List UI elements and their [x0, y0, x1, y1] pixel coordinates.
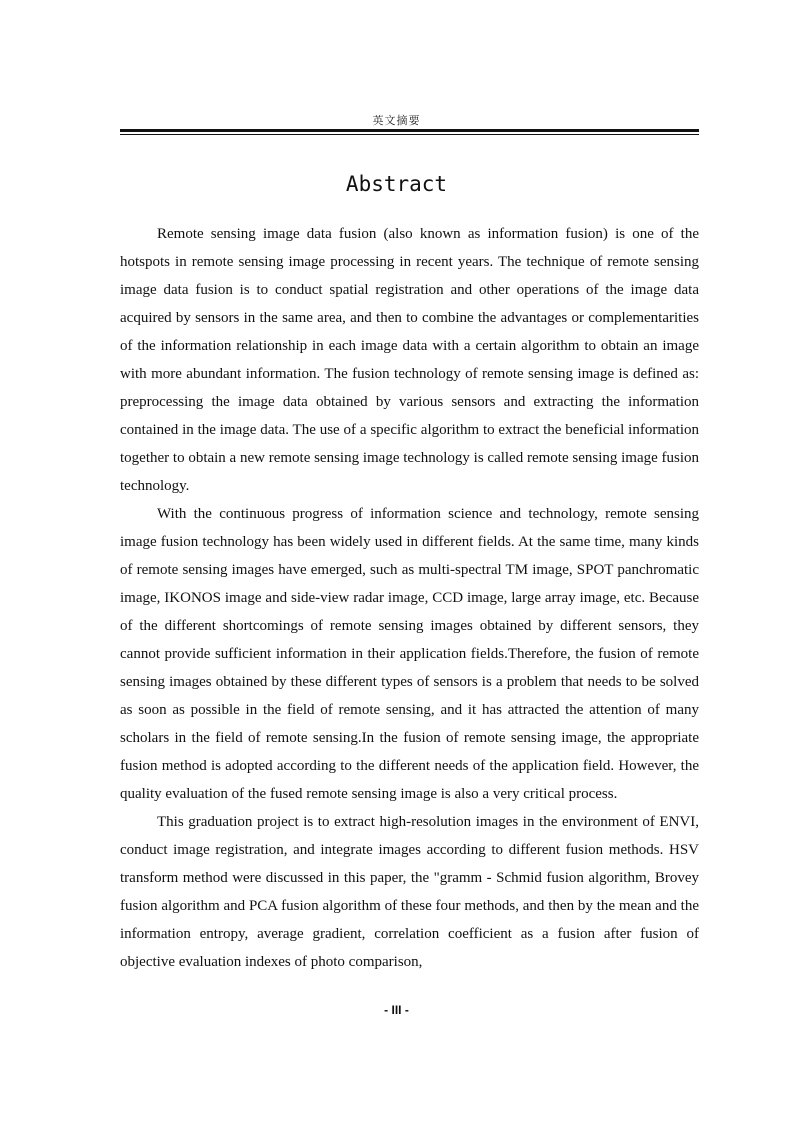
paragraph-1: Remote sensing image data fusion (also known as information fusion) is one of the hotspots in remote sensing image processing in recent years. The technique of remote sensing image data fusion is to conduct spatial registration and other operations of the image data acquired by sensors in the same area, and then to combine the advantages or complementarities of the information relationship in each image data with a certain algorithm to obtain an image with more abundant information. The fusion technology of remote sensing image is defined as: preprocessing the image data obtained by various sensors and extracting the information contained in the image data. The use of a specific algorithm to extract the beneficial information together to obtain a new remote sensing image technology is called remote sensing image fusion technology. — [120, 226, 700, 494]
running-header: 英文摘要 — [372, 114, 421, 127]
paragraph-2: With the continuous progress of information science and technology, remote sensing image fusion technology has been widely used in different fields. At the same time, many kinds of remote sensing images have emerged, such as multi-spectral TM image, SPOT panchromatic image, IKONOS image and side-view radar image, CCD image, large array image, etc. Because of the different shortcomings of remote sensing images obtained by different sensors, they cannot provide sufficient information in their application fields.Therefore, the fusion of remote sensing images obtained by these different types of sensors is a problem that needs to be solved as soon as possible in the field of remote sensing, and it has attracted the attention of many scholars in the field of remote sensing.In the fusion of remote sensing image, the appropriate fusion method is adopted according to the different needs of the application field. However, the quality evaluation of the fused remote sensing image is also a very critical process. — [120, 506, 699, 802]
page-number: - III - — [384, 1003, 409, 1017]
page-title: Abstract — [345, 172, 448, 196]
paragraph-3: This graduation project is to extract high-resolution images in the environment of ENVI, conduct image registration, and integrate images according to different fusion methods. HSV transform method were discussed in this paper, the "gramm - Schmid fusion algorithm, Brovey fusion algorithm and PCA fusion algorithm of these four methods, and then by the mean and the information entropy, average gradient, correlation coefficient as a fusion after fusion of objective evaluation indexes of photo comparison, — [120, 814, 699, 970]
header-rule-thick — [120, 129, 699, 132]
header-rule-thin — [120, 134, 699, 135]
abstract-body — [120, 220, 699, 976]
